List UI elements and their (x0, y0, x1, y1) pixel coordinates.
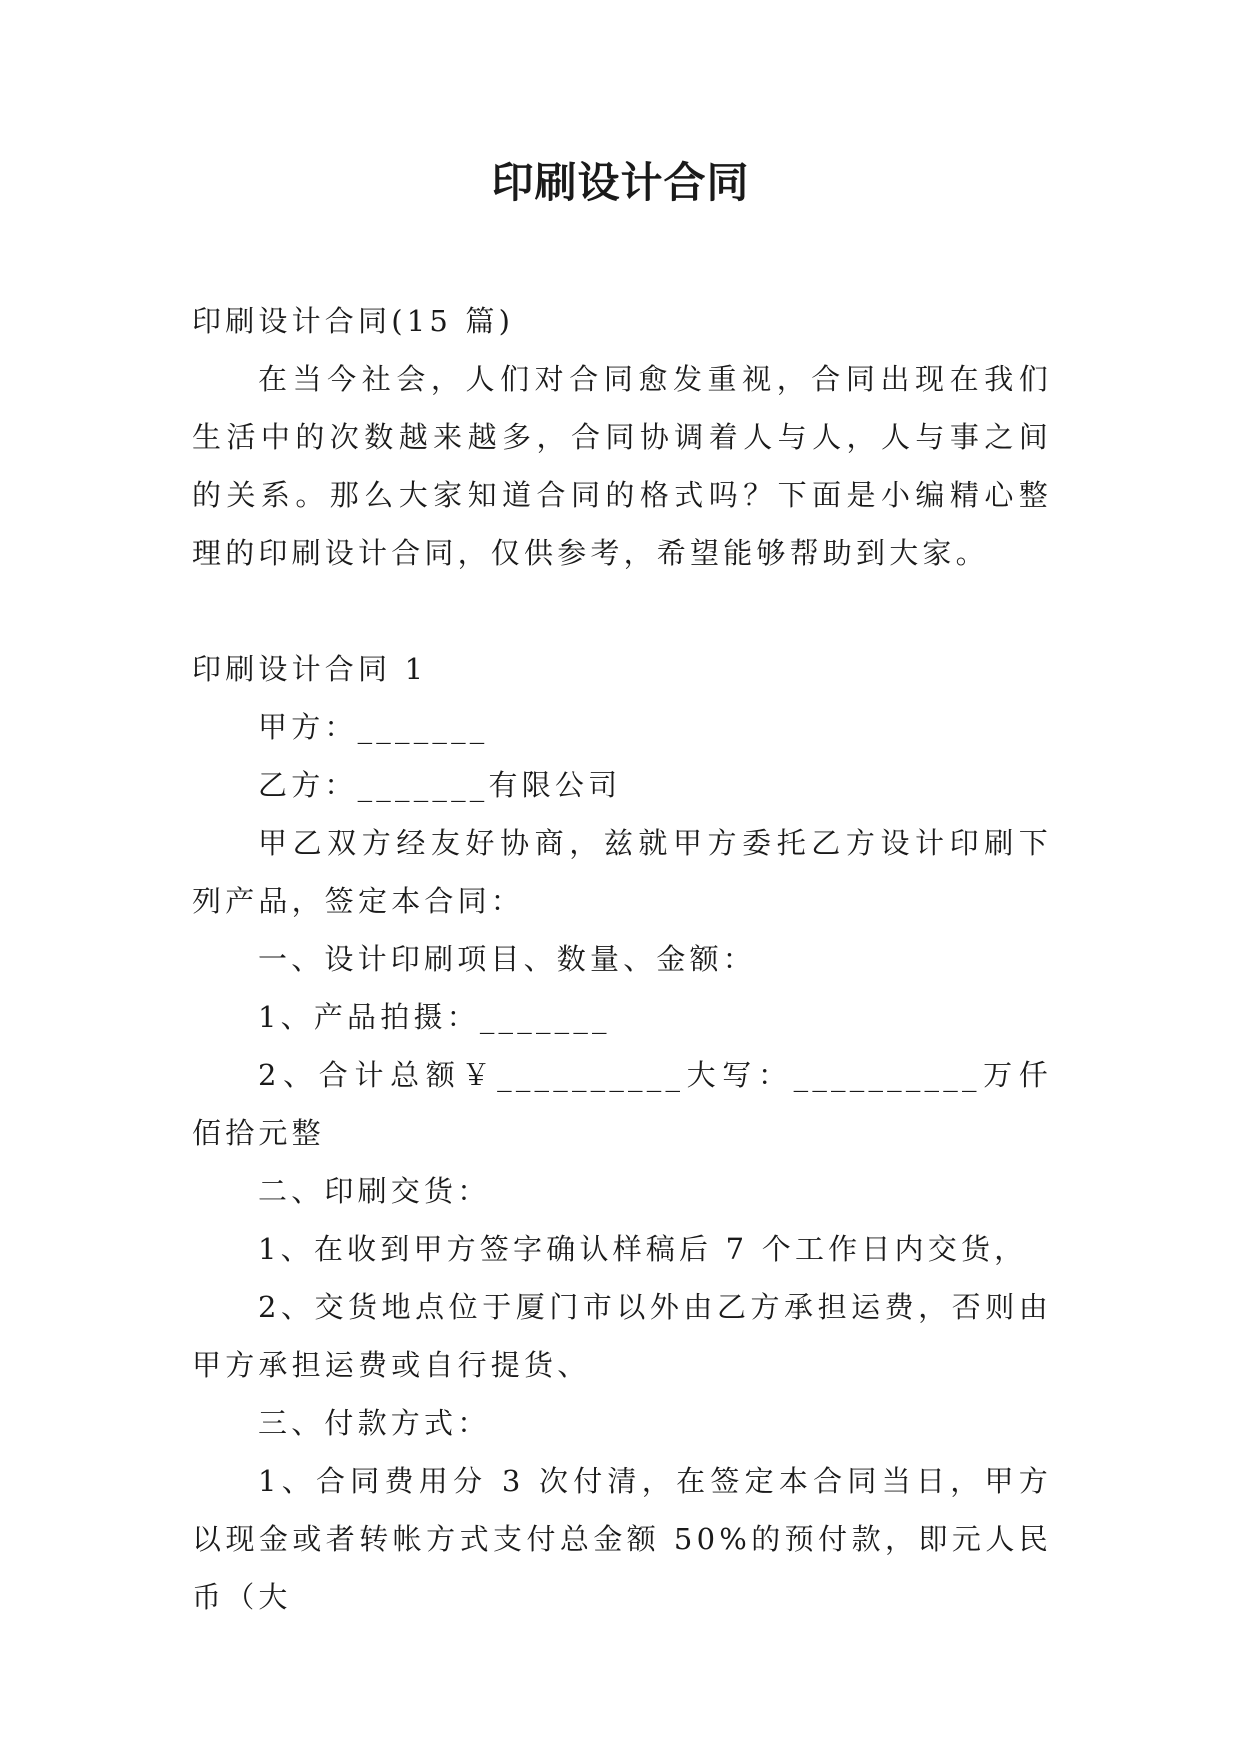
intro-paragraph: 在当今社会，人们对合同愈发重视，合同出现在我们生活中的次数越来越多，合同协调着人与人，人与事之间的关系。那么大家知道合同的格式吗？下面是小编精心整理的印刷设计合同，仅供参考，希望能够帮助到大家。 (192, 362, 1052, 570)
clause-1-heading: 一、设计印刷项目、数量、金额： (258, 942, 757, 976)
party-a-line: 甲方：_______ (258, 710, 489, 744)
preamble-paragraph: 甲乙双方经友好协商，兹就甲方委托乙方设计印刷下列产品，签定本合同： (192, 826, 1052, 918)
clause-1-item-2: 2、合计总额￥__________大写：__________万仟佰拾元整 (192, 1058, 1052, 1150)
document-title: 印刷设计合同 (491, 158, 750, 207)
clause-3-heading: 三、付款方式： (258, 1406, 491, 1440)
document-body (192, 292, 1052, 1626)
document-subtitle: 印刷设计合同(15 篇) (192, 304, 515, 338)
clause-3-item-1: 1、合同费用分 3 次付清，在签定本合同当日，甲方以现金或者转帐方式支付总金额 50%的预付款，即元人民币（大 (192, 1464, 1052, 1614)
clause-2-item-2: 2、交货地点位于厦门市以外由乙方承担运费，否则由甲方承担运费或自行提货、 (192, 1290, 1052, 1382)
party-b-line: 乙方：_______有限公司 (258, 768, 622, 802)
section-heading: 印刷设计合同 1 (192, 652, 428, 686)
paragraph-spacer (192, 582, 1052, 640)
clause-2-item-1: 1、在收到甲方签字确认样稿后 7 个工作日内交货， (258, 1232, 1028, 1266)
clause-2-heading: 二、印刷交货： (258, 1174, 491, 1208)
clause-1-item-1: 1、产品拍摄：_______ (258, 1000, 611, 1034)
